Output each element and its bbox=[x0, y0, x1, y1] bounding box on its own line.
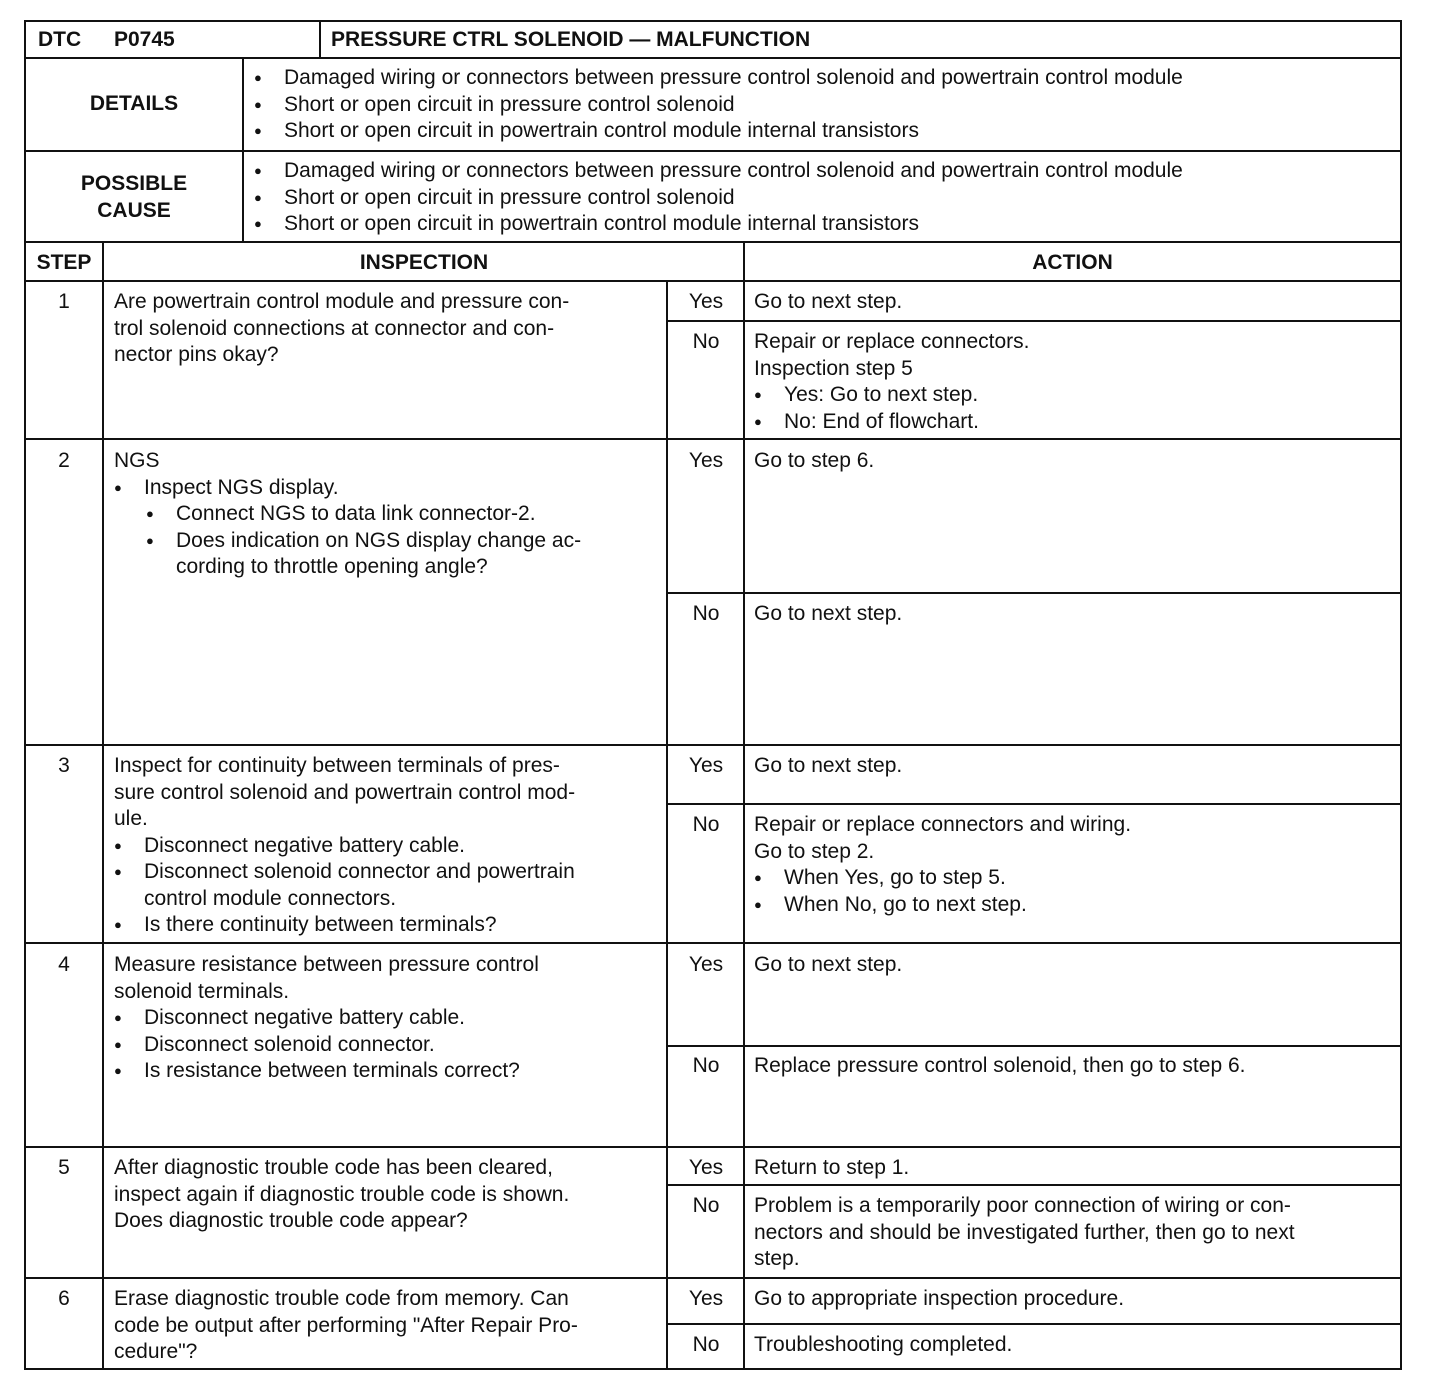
inspection-text: solenoid terminals. bbox=[114, 979, 290, 1003]
page-title: PRESSURE CTRL SOLENOID — MALFUNCTION bbox=[331, 28, 811, 51]
possible-cause-label: CAUSE bbox=[97, 199, 171, 222]
possible-cause-label: POSSIBLE bbox=[80, 172, 188, 195]
column-header-inspection: INSPECTION bbox=[359, 251, 489, 274]
action-yes: Go to appropriate inspection procedure. bbox=[754, 1287, 1125, 1310]
action-no: Go to step 2. bbox=[754, 839, 875, 863]
inspection-text: After diagnostic trouble code has been cleared, bbox=[114, 1156, 553, 1179]
rule bbox=[26, 1277, 1400, 1279]
rule bbox=[667, 1184, 1400, 1186]
action-no-bullet: ● No: End of flowchart. bbox=[784, 409, 979, 436]
inspection-text: sure control solenoid and powertrain control mod- bbox=[114, 780, 576, 804]
inspection-bullet: ● Is there continuity between terminals? bbox=[144, 912, 497, 939]
inspection-bullet: ● Disconnect solenoid connector. bbox=[144, 1032, 435, 1059]
inspection-text: inspect again if diagnostic trouble code is shown. bbox=[114, 1182, 570, 1206]
action-no-bullet: ● Yes: Go to next step. bbox=[784, 382, 978, 409]
cause-item: ● Short or open circuit in pressure control solenoid bbox=[284, 185, 735, 212]
inspection-text: cedure"? bbox=[114, 1340, 198, 1363]
inspection-text: Inspect for continuity between terminals of pres- bbox=[114, 754, 560, 777]
step-number: 3 bbox=[58, 754, 70, 777]
answer-no: No bbox=[692, 1194, 720, 1217]
rule bbox=[102, 242, 104, 1368]
inspection-text: Does diagnostic trouble code appear? bbox=[114, 1209, 468, 1232]
action-yes: Go to next step. bbox=[754, 953, 903, 976]
inspection-text: Measure resistance between pressure control bbox=[114, 953, 539, 976]
action-yes: Go to next step. bbox=[754, 754, 903, 777]
rule bbox=[667, 592, 1400, 594]
action-no: Inspection step 5 bbox=[754, 356, 913, 380]
rule bbox=[242, 58, 244, 241]
details-item: ● Short or open circuit in powertrain control module internal transistors bbox=[284, 118, 919, 145]
inspection-bullet: ● Disconnect negative battery cable. bbox=[144, 833, 465, 860]
rule bbox=[26, 744, 1400, 746]
action-no-bullet: ● When No, go to next step. bbox=[784, 892, 1027, 919]
inspection-text: nector pins okay? bbox=[114, 343, 279, 366]
inspection-text: Erase diagnostic trouble code from memory. Can bbox=[114, 1287, 569, 1310]
inspection-text: code be output after performing "After Repair Pro- bbox=[114, 1313, 578, 1337]
inspection-sub-bullet: ● Does indication on NGS display change ac- bbox=[176, 528, 581, 555]
answer-no: No bbox=[692, 602, 720, 625]
action-no: nectors and should be investigated further, then go to next bbox=[754, 1220, 1295, 1244]
action-no: step. bbox=[754, 1247, 800, 1270]
inspection-bullet: ● Inspect NGS display. bbox=[144, 475, 339, 502]
action-no: Replace pressure control solenoid, then go to step 6. bbox=[754, 1054, 1246, 1077]
rule bbox=[667, 1323, 1400, 1325]
answer-yes: Yes bbox=[688, 290, 724, 313]
rule bbox=[667, 1045, 1400, 1047]
action-no-bullet: ● When Yes, go to step 5. bbox=[784, 865, 1006, 892]
answer-no: No bbox=[692, 813, 720, 836]
rule bbox=[667, 803, 1400, 805]
answer-no: No bbox=[692, 330, 720, 353]
answer-yes: Yes bbox=[688, 1156, 724, 1179]
cause-item: ● Short or open circuit in powertrain control module internal transistors bbox=[284, 211, 919, 238]
details-item: ● Damaged wiring or connectors between pressure control solenoid and powertrain control module bbox=[284, 65, 1183, 92]
action-no: Repair or replace connectors. bbox=[754, 330, 1030, 353]
action-yes: Go to next step. bbox=[754, 290, 903, 313]
column-header-step: STEP bbox=[36, 251, 92, 274]
answer-yes: Yes bbox=[688, 449, 724, 472]
action-yes: Go to step 6. bbox=[754, 449, 875, 472]
step-number: 5 bbox=[58, 1156, 70, 1179]
dtc-code: P0745 bbox=[114, 28, 175, 51]
step-number: 6 bbox=[58, 1287, 70, 1310]
rule bbox=[26, 438, 1400, 440]
answer-no: No bbox=[692, 1333, 720, 1356]
inspection-bullet: ● Is resistance between terminals correct? bbox=[144, 1058, 520, 1085]
inspection-text: Are powertrain control module and pressure con- bbox=[114, 290, 570, 313]
step-number: 1 bbox=[58, 290, 70, 313]
rule bbox=[26, 1146, 1400, 1148]
step-number: 4 bbox=[58, 953, 70, 976]
answer-no: No bbox=[692, 1054, 720, 1077]
action-no: Repair or replace connectors and wiring. bbox=[754, 813, 1132, 836]
details-item: ● Short or open circuit in pressure control solenoid bbox=[284, 92, 735, 119]
answer-yes: Yes bbox=[688, 953, 724, 976]
answer-yes: Yes bbox=[688, 754, 724, 777]
details-label: DETAILS bbox=[89, 92, 179, 115]
inspection-bullet: ● Disconnect solenoid connector and powertrain bbox=[144, 859, 575, 886]
inspection-text: ule. bbox=[114, 807, 148, 830]
action-no: Troubleshooting completed. bbox=[754, 1333, 1013, 1356]
rule bbox=[26, 150, 1400, 152]
rule bbox=[26, 942, 1400, 944]
rule bbox=[319, 22, 321, 58]
inspection-text: NGS bbox=[114, 449, 160, 472]
inspection-bullet: ● Disconnect negative battery cable. bbox=[144, 1005, 465, 1032]
inspection-text: control module connectors. bbox=[144, 886, 397, 910]
action-yes: Return to step 1. bbox=[754, 1156, 910, 1179]
cause-item: ● Damaged wiring or connectors between pressure control solenoid and powertrain control module bbox=[284, 158, 1183, 185]
action-no: Problem is a temporarily poor connection of wiring or con- bbox=[754, 1194, 1291, 1217]
rule bbox=[26, 57, 1400, 59]
rule bbox=[667, 320, 1400, 322]
inspection-text: cording to throttle opening angle? bbox=[176, 555, 488, 578]
rule bbox=[26, 280, 1400, 282]
inspection-text: trol solenoid connections at connector and con- bbox=[114, 316, 555, 340]
rule bbox=[26, 241, 1400, 243]
dtc-label: DTC bbox=[38, 28, 82, 51]
action-no: Go to next step. bbox=[754, 602, 903, 625]
diagnostic-table bbox=[24, 20, 1402, 1370]
column-header-action: ACTION bbox=[1032, 251, 1113, 274]
step-number: 2 bbox=[58, 449, 70, 472]
answer-yes: Yes bbox=[688, 1287, 724, 1310]
inspection-sub-bullet: ● Connect NGS to data link connector-2. bbox=[176, 501, 536, 528]
